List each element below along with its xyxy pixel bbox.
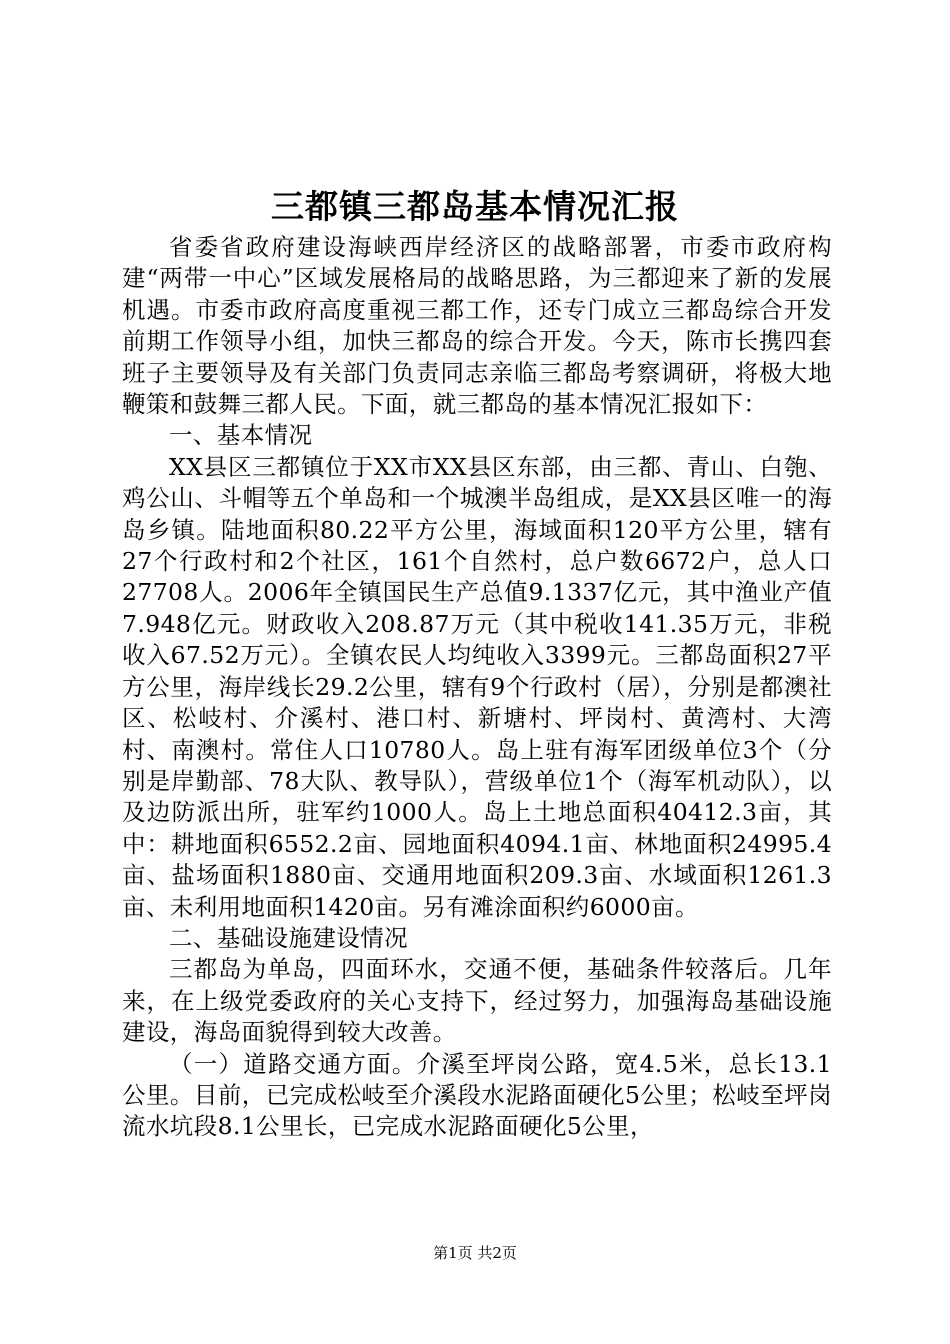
page-number-footer: 第1页 共2页 (433, 1244, 517, 1262)
paragraph-intro: 省委省政府建设海峡西岸经济区的战略部署，市委市政府构建“两带一中心”区域发展格局的战略思路，为三都迎来了新的发展机遇。市委市政府高度重视三都工作，还专门成立三都岛综合开发前期工作领导小组，加快三都岛的综合开发。今天，陈市长携四套班子主要领导及有关部门负责同志亲临三都岛考察调研，将极大地鞭策和鼓舞三都人民。下面，就三都岛的基本情况汇报如下： (122, 233, 832, 419)
section-heading-infrastructure: 二、基础设施建设情况 (169, 923, 408, 952)
paragraph-road-transport: （一）道路交通方面。介溪至坪岗公路，宽4.5米，总长13.1公里。目前，已完成松岐至介溪段水泥路面硬化5公里；松岐至坪岗流水坑段8.1公里长，已完成水泥路面硬化5公里， (122, 1049, 832, 1141)
paragraph-infrastructure: 三都岛为单岛，四面环水，交通不便，基础条件较落后。几年来，在上级党委政府的关心支持下，经过努力，加强海岛基础设施建设，海岛面貌得到较大改善。 (122, 955, 832, 1047)
section-heading-basic-info: 一、基本情况 (169, 421, 313, 450)
paragraph-basic-info: XX县区三都镇位于XX市XX县区东部，由三都、青山、白匏、鸡公山、斗帽等五个单岛和一个城澳半岛组成，是XX县区唯一的海岛乡镇。陆地面积80.22平方公里，海域面积120平方公里，辖有27个行政村和2个社区，161个自然村，总户数6672户，总人口27708人。2006年全镇国民生产总值9.1337亿元，其中渔业产值7.948亿元。财政收入208.87万元（其中税收141.35万元，非税收入67.52万元）。全镇农民人均纯收入3399元。三都岛面积27平方公里，海岸线长29.2公里，辖有9个行政村（居），分别是都澳社区、松岐村、介溪村、港口村、新塘村、坪岗村、黄湾村、大湾村、南澳村。常住人口10780人。岛上驻有海军团级单位3个（分别是岸勤部、78大队、教导队），营级单位1个（海军机动队），以及边防派出所，驻军约1000人。岛上土地总面积40412.3亩，其中：耕地面积6552.2亩、园地面积4094.1亩、林地面积24995.4亩、盐场面积1880亩、交通用地面积209.3亩、水域面积1261.3亩、未利用地面积1420亩。另有滩涂面积约6000亩。 (122, 452, 832, 921)
document-body (122, 232, 832, 1143)
document-title: 三都镇三都岛基本情况汇报 (271, 187, 679, 226)
